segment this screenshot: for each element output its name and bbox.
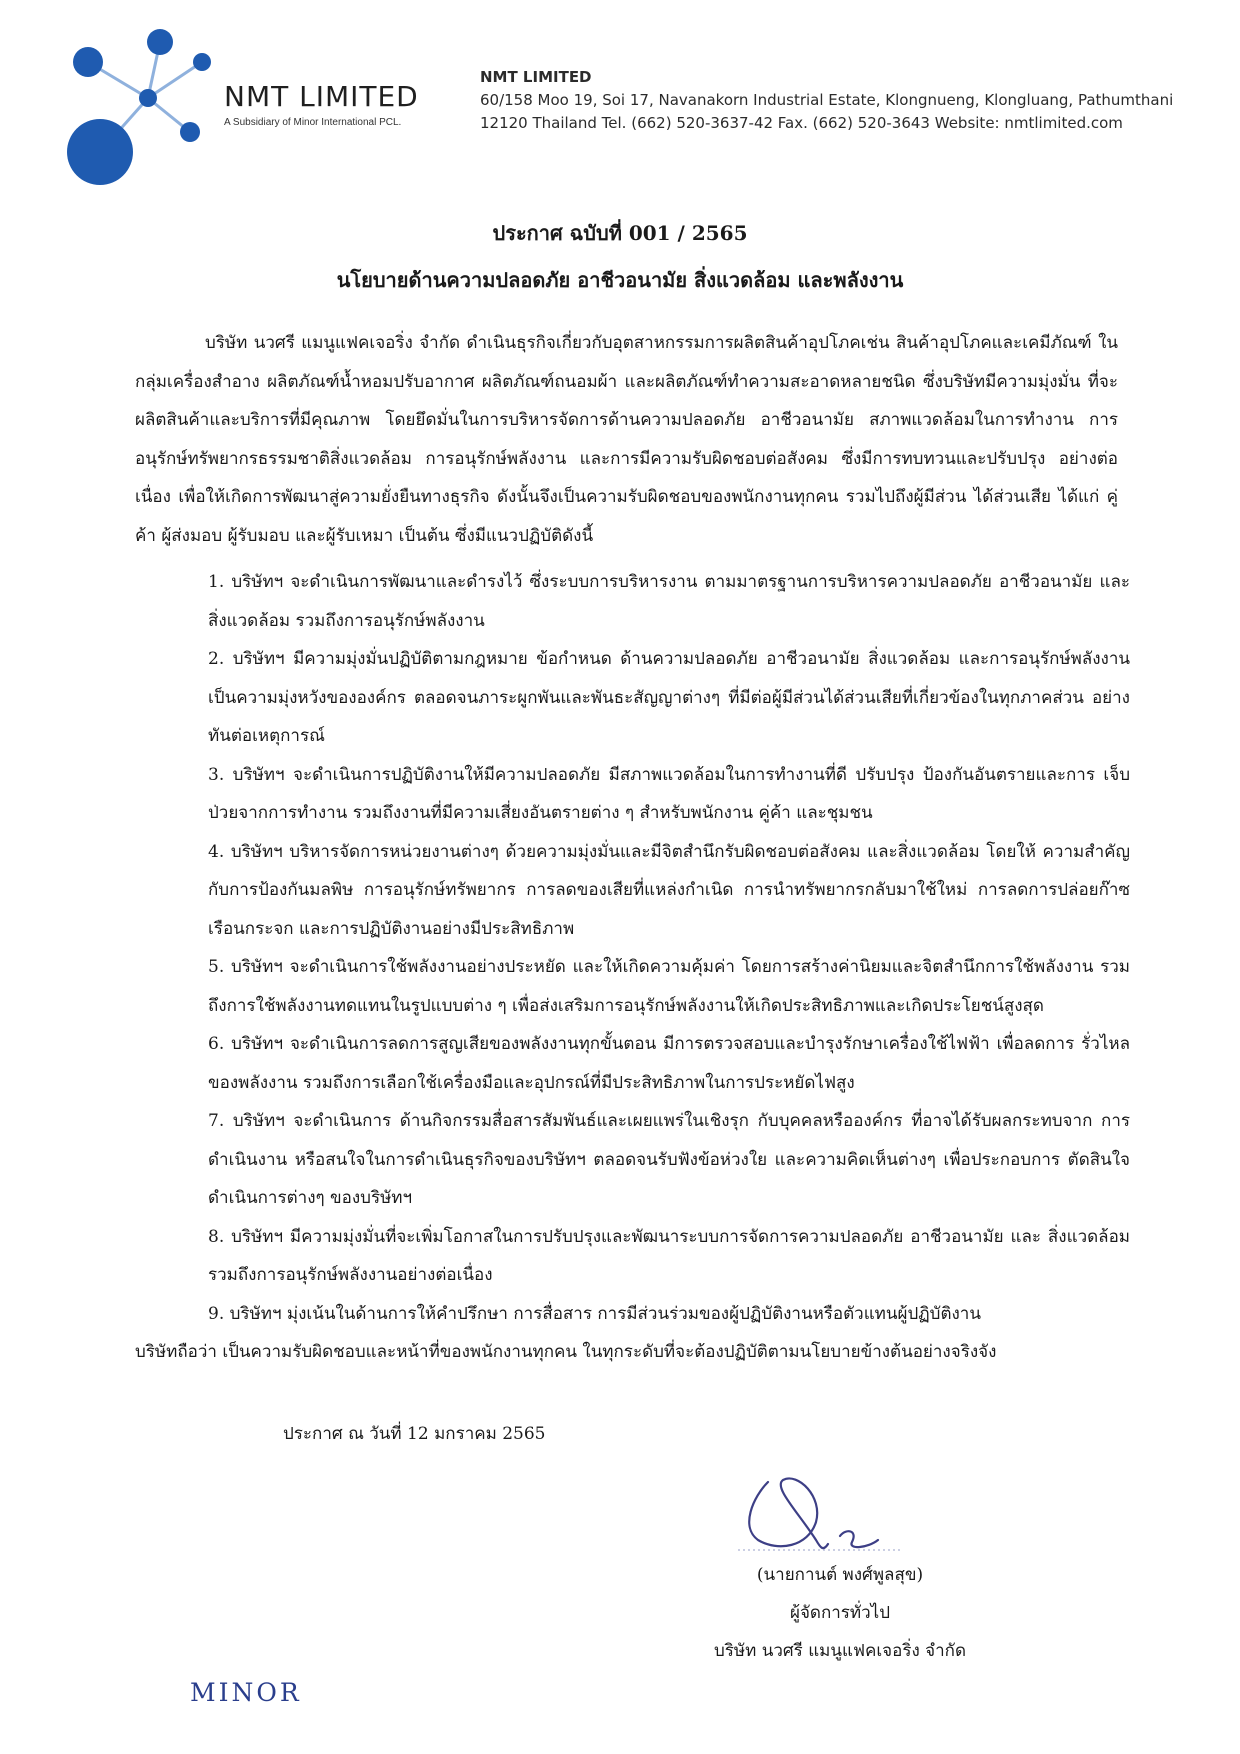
document-titles xyxy=(0,210,1240,304)
company-address xyxy=(480,66,1200,135)
document-body xyxy=(0,324,1240,1372)
closing-statement: บริษัทถือว่า เป็นความรับผิดชอบและหน้าที่ของพนักงานทุกคน ในทุกระดับที่จะต้องปฏิบัติตามนโยบายข้างต้นอย่างจริงจัง xyxy=(135,1342,997,1362)
policy-list xyxy=(0,563,1240,1333)
minor-brand-logo: MINOR xyxy=(190,1678,302,1707)
signatory-company: บริษัท นวศรี แมนูแฟคเจอริ่ง จำกัด xyxy=(713,1641,967,1661)
signatory-name: (นายกานต์ พงศ์พูลสุข) xyxy=(756,1565,924,1585)
policy-item: 2. บริษัทฯ มีความมุ่งมั่นปฏิบัติตามกฎหมาย ข้อกำหนด ด้านความปลอดภัย อาชีวอนามัย สิ่งแวดล้อม และการอนุรักษ์พลังงาน เป็นความมุ่งหวังขององค์กร ตลอดจนภาระผูกพันและพันธะสัญญาต่างๆ ที่มีต่อผู้มีส่วนได้ส่วนเสียที่เกี่ยวข้องในทุกภาคส่วน อย่างทันต่อเหตุการณ์ xyxy=(208,649,1130,746)
address-line-1: 60/158 Moo 19, Soi 17, Navanakorn Industrial Estate, Klongnueng, Klongluang, Pathumthani xyxy=(480,91,1174,109)
policy-item: 1. บริษัทฯ จะดำเนินการพัฒนาและดำรงไว้ ซึ่งระบบการบริหารงาน ตามมาตรฐานการบริหารความปลอดภัย อาชีวอนามัย และ สิ่งแวดล้อม รวมถึงการอนุรักษ์พลังงาน xyxy=(208,572,1130,631)
signatory-position: ผู้จัดการทั่วไป xyxy=(789,1603,891,1623)
molecule-logo-icon xyxy=(52,20,222,190)
logo-subtitle: A Subsidiary of Minor International PCL. xyxy=(224,117,402,128)
company-name: NMT LIMITED xyxy=(480,68,592,86)
policy-item: 4. บริษัทฯ บริหารจัดการหน่วยงานต่างๆ ด้วยความมุ่งมั่นและมีจิตสำนึกรับผิดชอบต่อสังคม และสิ่งแวดล้อม โดยให้ ความสำคัญกับการป้องกันมลพิษ การอนุรักษ์ทรัพยากร การลดของเสียที่แหล่งกำเนิด การนำทรัพยากรกลับมาใช้ใหม่ การลดการปล่อยก๊าซเรือนกระจก และการปฏิบัติงานอย่างมีประสิทธิภาพ xyxy=(208,841,1130,939)
signatory-block xyxy=(650,1556,1030,1670)
announcement-date: ประกาศ ณ วันที่ 12 มกราคม 2565 xyxy=(283,1424,546,1444)
company-logo xyxy=(52,20,419,190)
policy-item: 9. บริษัทฯ มุ่งเน้นในด้านการให้คำปรึกษา การสื่อสาร การมีส่วนร่วมของผู้ปฏิบัติงานหรือตัวแทนผู้ปฏิบัติงาน xyxy=(208,1303,981,1324)
signature-image xyxy=(728,1452,908,1562)
announcement-number: ประกาศ ฉบับที่ 001 / 2565 xyxy=(492,221,748,245)
policy-item: 7. บริษัทฯ จะดำเนินการ ด้านกิจกรรมสื่อสารสัมพันธ์และเผยแพร่ในเชิงรุก กับบุคคลหรือองค์กร ที่อาจได้รับผลกระทบจาก การดำเนินงาน หรือสนใจในการดำเนินธุรกิจของบริษัทฯ ตลอดจนรับฟังข้อห่วงใย และความคิดเห็นต่างๆ เพื่อประกอบการ ตัดสินใจ ดำเนินการต่างๆ ของบริษัทฯ xyxy=(208,1111,1130,1208)
policy-title: นโยบายด้านความปลอดภัย อาชีวอนามัย สิ่งแวดล้อม และพลังงาน xyxy=(336,268,904,292)
logo-name: NMT LIMITED xyxy=(224,80,419,113)
policy-item: 5. บริษัทฯ จะดำเนินการใช้พลังงานอย่างประหยัด และให้เกิดความคุ้มค่า โดยการสร้างค่านิยมและจิตสำนึกการใช้พลังงาน รวมถึงการใช้พลังงานทดแทนในรูปแบบต่าง ๆ เพื่อส่งเสริมการอนุรักษ์พลังงานให้เกิดประสิทธิภาพและเกิดประโยชน์สูงสุด xyxy=(208,957,1130,1016)
address-line-2: 12120 Thailand Tel. (662) 520-3637-42 Fax. (662) 520-3643 Website: nmtlimited.com xyxy=(480,114,1123,132)
policy-item: 3. บริษัทฯ จะดำเนินการปฏิบัติงานให้มีความปลอดภัย มีสภาพแวดล้อมในการทำงานที่ดี ปรับปรุง ป้องกันอันตรายและการ เจ็บป่วยจากการทำงาน รวมถึงงานที่มีความเสี่ยงอันตรายต่าง ๆ สำหรับพนักงาน คู่ค้า และชุมชน xyxy=(208,764,1130,823)
intro-paragraph: บริษัท นวศรี แมนูแฟคเจอริ่ง จำกัด ดำเนินธุรกิจเกี่ยวกับอุตสาหกรรมการผลิตสินค้าอุปโภคเช่น สินค้าอุปโภคและเคมีภัณฑ์ ในกลุ่มเครื่องสำอาง ผลิตภัณฑ์น้ำหอมปรับอากาศ ผลิตภัณฑ์ถนอมผ้า และผลิตภัณฑ์ทำความสะอาดหลายชนิด ซึ่งบริษัทมีความมุ่งมั่น ที่จะผลิตสินค้าและบริการที่มีคุณภาพ โดยยึดมั่นในการบริหารจัดการด้านความปลอดภัย อาชีวอนามัย สภาพแวดล้อมในการทำงาน การอนุรักษ์ทรัพยากรธรรมชาติสิ่งแวดล้อม การอนุรักษ์พลังงาน และการมีความรับผิดชอบต่อสังคม ซึ่งมีการทบทวนและปรับปรุง อย่างต่อเนื่อง เพื่อให้เกิดการพัฒนาสู่ความยั่งยืนทางธุรกิจ ดังนั้นจึงเป็นความรับผิดชอบของพนักงานทุกคน รวมไปถึงผู้มีส่วน ได้ส่วนเสีย ได้แก่ คู่ค้า ผู้ส่งมอบ ผู้รับมอบ และผู้รับเหมา เป็นต้น ซึ่งมีแนวปฏิบัติดังนี้ xyxy=(135,333,1118,546)
policy-item: 8. บริษัทฯ มีความมุ่งมั่นที่จะเพิ่มโอกาสในการปรับปรุงและพัฒนาระบบการจัดการความปลอดภัย อาชีวอนามัย และ สิ่งแวดล้อม รวมถึงการอนุรักษ์พลังงานอย่างต่อเนื่อง xyxy=(208,1226,1130,1285)
policy-item: 6. บริษัทฯ จะดำเนินการลดการสูญเสียของพลังงานทุกขั้นตอน มีการตรวจสอบและบำรุงรักษาเครื่องใช้ไฟฟ้า เพื่อลดการ รั่วไหลของพลังงาน รวมถึงการเลือกใช้เครื่องมือและอุปกรณ์ที่มีประสิทธิภาพในการประหยัดไฟสูง xyxy=(208,1034,1130,1093)
